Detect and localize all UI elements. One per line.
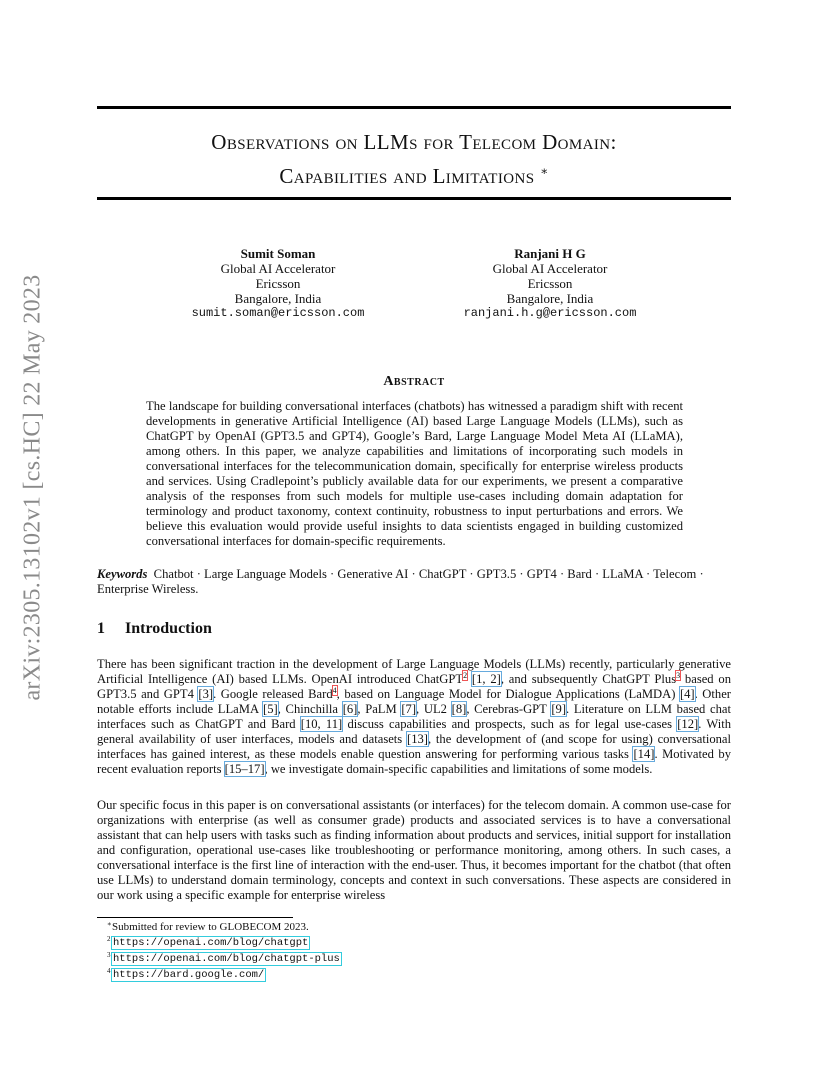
citation-link[interactable]: [15–17] — [224, 762, 265, 776]
abstract-text: The landscape for building conversational interfaces (chatbots) has witnessed a paradigm shift with recent developments in generative Artificial Intelligence (AI) based Large Language Models (LLMs), such as ChatGPT by OpenAI (GPT3.5 and GPT4), Google’s Bard, Large Language Model Meta AI (LLaMA), among others. In this paper, we analyze capabilities and limitations of incorporating such models in conversational interfaces for the telecommunication domain, specifically for enterprise wireless products and services. Using Cradlepoint’s publicly available data for our experiments, we present a comparative analysis of the responses from such models for multiple use-cases including domain adaptation for terminology and product taxonomy, context continuity, robustness to input perturbations and errors. We believe this evaluation would provide useful insights to data scientists engaged in building customized conversational interfaces for domain-specific requirements. — [146, 399, 683, 548]
footnote-url-link[interactable]: https://openai.com/blog/chatgpt-plus — [113, 953, 340, 965]
author-name: Ranjani H G — [514, 246, 586, 261]
author-location: Bangalore, India — [234, 291, 322, 306]
keywords — [97, 567, 731, 597]
footnotes — [107, 920, 341, 983]
author-block-2 — [420, 246, 680, 321]
title-line-1: Observations on LLMs for Telecom Domain: — [211, 130, 617, 154]
intro-paragraph-1: There has been significant traction in the development of Large Language Models (LLMs) recently, particularly generative Artificial Intelligence (AI) based LLMs. OpenAI introduced ChatGPT$^2$ [1, 2], and subsequently ChatGPT Plus$^3$ based on GPT3.5 and GPT4 [3]. Google released Bard$^4$, based on Language Model for Dialogue Applications (LaMDA) [4]. Other notable efforts include LLaMA [5], Chinchilla [6], PaLM [7], UL2 [8], Cerebras-GPT [9]. Literature on LLM based chat interfaces such as ChatGPT and Bard [10, 11] discuss capabilities and prospects, such as for legal use-cases [12]. With general availability of user interfaces, models and datasets [13], the development of (and scope for using) conversational interfaces has gained interest, as these models enable question answering for performing various tasks [14]. Motivated by recent evaluation reports [15–17], we investigate domain-specific capabilities and limitations of some models. — [97, 657, 732, 776]
footnote-item: 2 https://openai.com/blog/chatgpt — [107, 935, 309, 949]
author-company: Ericsson — [527, 276, 573, 291]
citation-link[interactable]: [9] — [551, 702, 567, 716]
section-number: 1 — [97, 620, 105, 637]
section-heading — [97, 620, 212, 638]
title-top-rule — [97, 106, 731, 109]
citation-link[interactable]: [1, 2] — [471, 672, 501, 686]
section-title: Introduction — [125, 620, 212, 637]
author-block-1 — [148, 246, 408, 321]
citation-link[interactable]: [4] — [679, 687, 695, 701]
author-location: Bangalore, India — [506, 291, 594, 306]
title-line-2: Capabilities and Limitations — [279, 164, 535, 188]
footnote-item: ∗ Submitted for review to GLOBECOM 2023. — [107, 920, 309, 933]
citation-link[interactable]: [7] — [401, 702, 417, 716]
footnote-link[interactable]: 2 — [463, 670, 468, 680]
arxiv-stamp-text: arXiv:2305.13102v1 [cs.HC] 22 May 2023 — [19, 273, 46, 701]
author-org: Global AI Accelerator — [492, 261, 608, 276]
author-org: Global AI Accelerator — [220, 261, 336, 276]
title-bottom-rule — [97, 197, 731, 200]
citation-link[interactable]: [12] — [677, 717, 699, 731]
footnote-url-link[interactable]: https://openai.com/blog/chatgpt — [113, 937, 309, 949]
footnote-item: 4 https://bard.google.com/ — [107, 967, 265, 981]
footnote-url-link[interactable]: https://bard.google.com/ — [113, 969, 265, 981]
paper-title — [97, 128, 731, 191]
author-email[interactable]: sumit.soman@ericsson.com — [191, 306, 365, 320]
title-line-2-wrap — [97, 157, 731, 191]
arxiv-stamp — [14, 272, 52, 702]
author-email[interactable]: ranjani.h.g@ericsson.com — [463, 306, 637, 320]
author-name: Sumit Soman — [240, 246, 316, 261]
keywords-label: Keywords — [97, 567, 148, 581]
footnote-rule — [97, 917, 293, 918]
footnote-text: Submitted for review to GLOBECOM 2023. — [112, 921, 309, 933]
citation-link[interactable]: [5] — [263, 702, 278, 716]
footnote-item: 3 https://openai.com/blog/chatgpt-plus — [107, 951, 340, 965]
citation-link[interactable]: [13] — [407, 732, 428, 746]
citation-link[interactable]: [8] — [451, 702, 467, 716]
author-company: Ericsson — [255, 276, 301, 291]
keywords-text: Chatbot · Large Language Models · Generative AI · ChatGPT · GPT3.5 · GPT4 · Bard · LLaMA · Telecom · Enterprise Wireless. — [97, 567, 704, 596]
citation-link[interactable]: [10, 11] — [300, 717, 343, 731]
intro-paragraph-2: Our specific focus in this paper is on conversational assistants (or interfaces) for the telecom domain. A common use-case for organizations with enterprise (as well as consumer grade) products and associated services is to have a conversational assistant that can help users with tasks such as finding information about products and services, initial support for installation and configuration, operational use-cases like troubleshooting or performance monitoring, among others. In such cases, a conversational interface is the first line of interaction with the end-user. Thus, it becomes important for the chatbot (that often use LLMs) to understand domain terminology, concepts and context in such conversations. These aspects are considered in our work using a specific example for enterprise wireless — [97, 798, 731, 902]
footnote-link[interactable]: 3 — [676, 670, 681, 680]
footnote-link[interactable]: 4 — [332, 685, 337, 695]
citation-link[interactable]: [14] — [633, 747, 655, 761]
title-footnote-marker: ∗ — [540, 164, 549, 178]
abstract-heading: Abstract — [383, 374, 445, 389]
citation-link[interactable]: [3] — [198, 687, 214, 701]
citation-link[interactable]: [6] — [342, 702, 358, 716]
